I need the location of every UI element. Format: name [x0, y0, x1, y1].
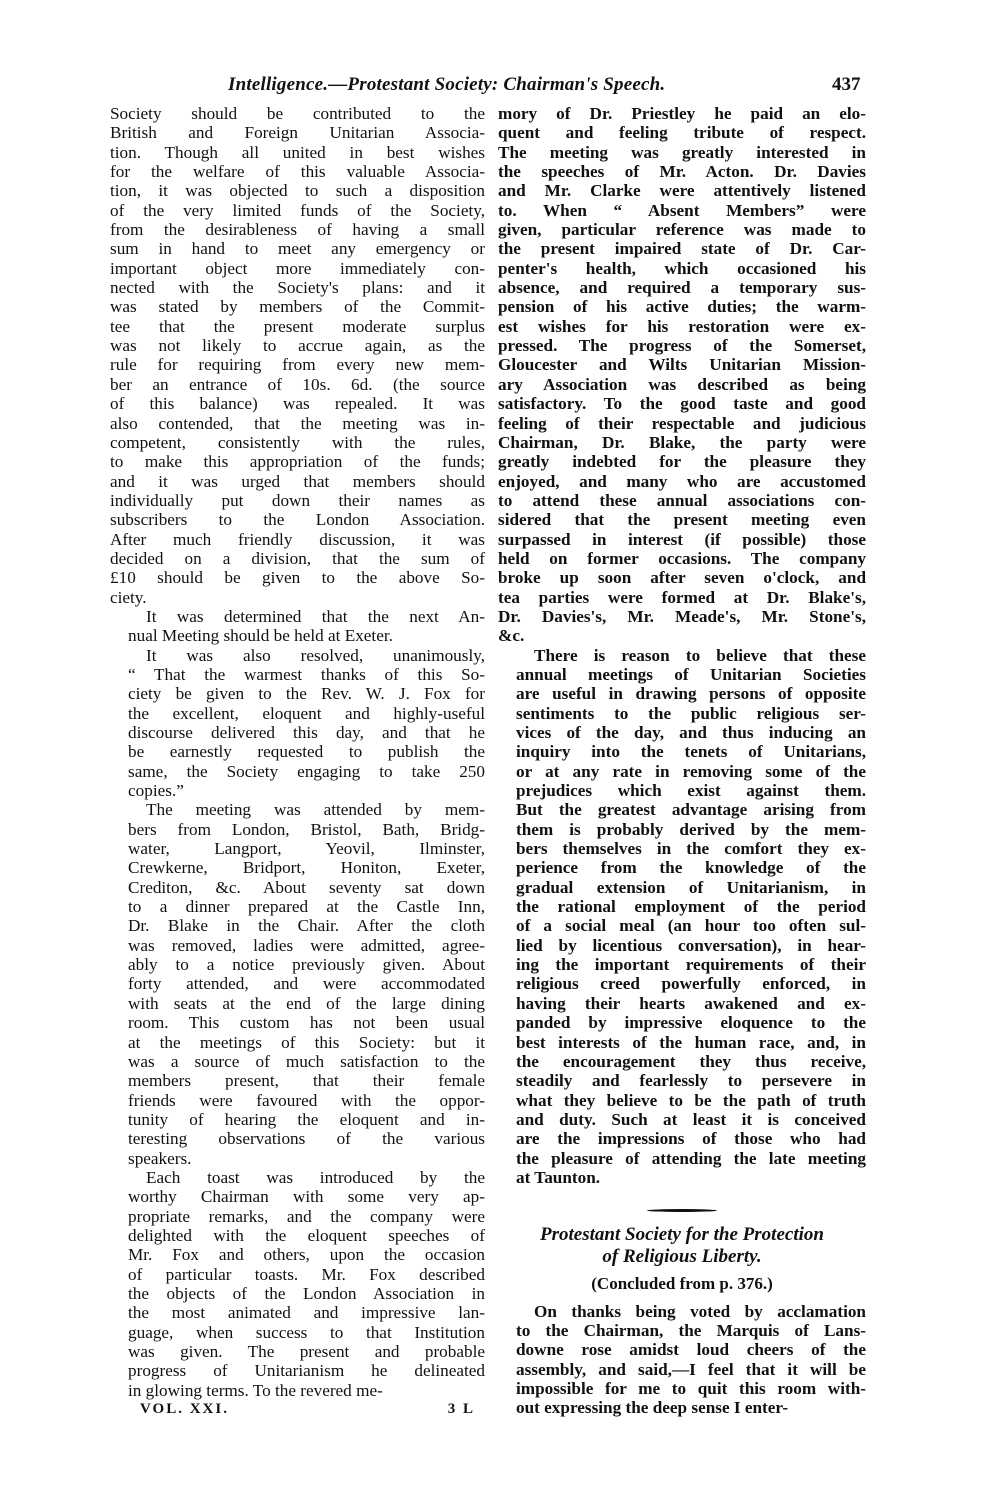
paragraph	[110, 104, 485, 607]
text-line: mory of Dr. Priestley he paid an elo-	[498, 104, 866, 123]
text-line: the speeches of Mr. Acton. Dr. Davies	[498, 162, 866, 182]
text-line: Gloucester and Wilts Unitarian Mission-	[498, 355, 866, 375]
text-line: of a social meal (an hour too often sul-	[516, 916, 866, 936]
text-line: greatly indebted for the pleasure they	[498, 452, 866, 472]
text-line: After much friendly discussion, it was	[110, 529, 485, 549]
text-line: vices of the day, and thus inducing an	[516, 723, 866, 742]
text-line: and it was urged that members should	[110, 471, 485, 491]
text-line: ing the important requirements of their	[516, 955, 866, 975]
text-line: water, Langport, Yeovil, Ilminster,	[128, 839, 485, 859]
text-line: are the impressions of those who had	[516, 1129, 866, 1149]
text-line: forty attended, and were accommodated	[128, 974, 485, 994]
text-line: broke up soon after seven o'clock, and	[498, 568, 866, 588]
paragraph	[110, 646, 485, 801]
text-line: tea parties were formed at Dr. Blake's,	[498, 587, 866, 607]
text-line: or at any rate in removing some of the	[516, 761, 866, 781]
text-line: delighted with the eloquent speeches of	[128, 1225, 485, 1245]
text-line: the encouragement they thus receive,	[516, 1051, 866, 1071]
text-line: impossible for me to quit this room with-	[516, 1378, 866, 1398]
text-line: important object more immediately con-	[110, 258, 485, 278]
text-line: room. This custom has not been usual	[128, 1013, 485, 1033]
text-line: to the Chairman, the Marquis of Lans-	[516, 1320, 866, 1340]
section-title	[498, 1224, 866, 1268]
text-line: of particular toasts. Mr. Fox described	[128, 1264, 485, 1284]
text-line: to. When “ Absent Members” were	[498, 200, 866, 220]
text-line: The meeting was greatly interested in	[498, 142, 866, 162]
text-line: On thanks being voted by acclamation	[534, 1301, 866, 1321]
text-line: guage, when success to that Institution	[128, 1322, 485, 1342]
text-line: out expressing the deep sense I enter-	[516, 1398, 789, 1418]
left-column	[110, 104, 485, 1419]
text-line: from the desirableness of having a small	[110, 220, 485, 240]
text-line: at the meetings of this Society: but it	[128, 1032, 485, 1052]
text-line: what they believe to be the path of truth	[516, 1090, 866, 1110]
text-line: was not likely to accrue again, as the	[110, 336, 485, 356]
text-line: are useful in drawing persons of opposite	[516, 684, 866, 704]
text-line: propriate remarks, and the company were	[128, 1206, 485, 1226]
text-line: ary Association was described as being	[498, 374, 866, 394]
text-line: ably to a notice previously given. About	[128, 955, 485, 975]
text-line: tee that the present moderate surplus	[110, 316, 485, 336]
text-line: same, the Society engaging to take 250	[128, 761, 485, 781]
text-line: best interests of the human race, and, in	[516, 1032, 866, 1052]
text-line: in glowing terms. To the revered me-	[128, 1380, 383, 1400]
text-line: speakers.	[128, 1148, 192, 1168]
text-line: annual meetings of Unitarian Societies	[516, 664, 866, 684]
text-line: steadily and fearlessly to persevere in	[516, 1071, 866, 1091]
text-line: was a source of much satisfaction to the	[128, 1051, 485, 1071]
text-line: friends were favoured with the oppor-	[128, 1090, 485, 1110]
text-line: religious creed powerfully enforced, in	[516, 974, 866, 994]
text-line: also contended, that the meeting was in-	[110, 413, 485, 433]
text-line: the rational employment of the period	[516, 897, 866, 917]
text-line: ciety.	[110, 587, 147, 607]
text-line: Crewkerne, Bridport, Honiton, Exeter,	[128, 858, 485, 878]
paragraph	[110, 607, 485, 646]
section-title-line: of Religious Liberty.	[602, 1246, 762, 1268]
text-line: satisfactory. To the good taste and good	[498, 394, 866, 414]
text-line: worthy Chairman with some very ap-	[128, 1187, 485, 1207]
text-line: and Mr. Clarke were attentively listened	[498, 181, 866, 201]
text-line: Chairman, Dr. Blake, the party were	[498, 432, 866, 452]
text-line: nected with the Society's plans: and it	[110, 278, 485, 298]
text-line: panded by impressive eloquence to the	[516, 1013, 866, 1033]
text-line: The meeting was attended by mem-	[146, 800, 485, 820]
text-line: the excellent, eloquent and highly-useful	[128, 703, 485, 723]
text-line: “ That the warmest thanks of this So-	[128, 664, 485, 684]
text-line: decided on a division, that the sum of	[110, 548, 485, 568]
text-line: at Taunton.	[516, 1167, 601, 1187]
text-line: bers from London, Bristol, Bath, Bridg-	[128, 819, 485, 839]
text-line: held on former occasions. The company	[498, 548, 866, 568]
text-line: for the welfare of this valuable Associa-	[110, 162, 485, 182]
text-line: perience from the knowledge of the	[516, 858, 866, 878]
text-line: absence, and required a temporary sus-	[498, 278, 866, 298]
text-line: tion. Though all united in best wishes	[110, 142, 485, 162]
text-line: the present impaired state of Dr. Car-	[498, 239, 866, 259]
text-line: copies.”	[128, 781, 184, 801]
text-line: of this balance) was repealed. It was	[110, 394, 485, 414]
text-line: given, particular reference was made to	[498, 220, 866, 240]
text-line: was given. The present and probable	[128, 1342, 485, 1361]
text-line: subscribers to the London Association.	[110, 510, 485, 530]
text-line: to attend these annual associations con-	[498, 490, 866, 510]
text-line: rule for requiring from every new mem-	[110, 355, 485, 375]
text-line: bers themselves in the comfort they ex-	[516, 839, 866, 859]
text-line: sum in hand to meet any emergency or	[110, 239, 485, 259]
text-line: £10 should be given to the above So-	[110, 568, 485, 588]
text-line: British and Foreign Unitarian Associa-	[110, 123, 485, 143]
text-line: enjoyed, and many who are accustomed	[498, 471, 866, 491]
text-line: the pleasure of attending the late meeting	[516, 1148, 866, 1168]
text-line: Society should be contributed to the	[110, 104, 485, 123]
text-line: lied by licentious conversation), in hear-	[516, 935, 866, 955]
text-line: individually put down their names as	[110, 490, 485, 510]
text-line: quent and feeling tribute of respect.	[498, 123, 866, 143]
text-line: penter's health, which occasioned his	[498, 258, 866, 278]
section-divider-ornament	[647, 1209, 717, 1212]
text-line: Mr. Fox and others, upon the occasion	[128, 1245, 485, 1265]
text-line: Dr. Blake in the Chair. After the cloth	[128, 916, 485, 936]
text-line: Crediton, &c. About seventy sat down	[128, 877, 485, 897]
section-title-line: Protestant Society for the Protection	[540, 1224, 824, 1246]
text-line: competent, consistently with the rules,	[110, 432, 485, 452]
text-line: to a dinner prepared at the Castle Inn,	[128, 897, 485, 917]
text-line: them is probably derived by the mem-	[516, 819, 866, 839]
text-line: surpassed in interest (if possible) those	[498, 529, 866, 549]
text-line: est wishes for his restoration were ex-	[498, 316, 866, 336]
section-subtitle: (Concluded from p. 376.)	[591, 1274, 773, 1294]
text-line: of the very limited funds of the Society,	[110, 200, 485, 220]
running-head: Intelligence.—Protestant Society: Chairman's Speech.	[228, 74, 666, 95]
text-line: Each toast was introduced by the	[146, 1167, 485, 1187]
text-line: discourse delivered this day, and that he	[128, 723, 485, 742]
text-line: with seats at the end of the large dining	[128, 993, 485, 1013]
volume-signature: VOL. XXI.	[140, 1401, 229, 1418]
page-number: 437	[832, 74, 861, 95]
text-line: the most animated and impressive lan-	[128, 1303, 485, 1323]
text-line: downe rose amidst loud cheers of the	[516, 1340, 866, 1360]
text-line: It was determined that the next An-	[146, 606, 485, 626]
text-line: sidered that the present meeting even	[498, 510, 866, 530]
text-line: teresting observations of the various	[128, 1129, 485, 1149]
gathering-signature: 3 L	[447, 1401, 475, 1418]
text-line: inquiry into the tenets of Unitarians,	[516, 742, 866, 762]
text-line: &c.	[498, 626, 525, 646]
paragraph	[498, 104, 866, 646]
right-column	[498, 104, 866, 1418]
text-line: be earnestly requested to publish the	[128, 742, 485, 762]
text-line: and duty. Such at least it is conceived	[516, 1109, 866, 1129]
text-line: ciety be given to the Rev. W. J. Fox for	[128, 684, 485, 704]
text-line: was removed, ladies were admitted, agree-	[128, 935, 485, 955]
text-line: gradual extension of Unitarianism, in	[516, 877, 866, 897]
text-line: assembly, and said,—I feel that it will be	[516, 1359, 866, 1379]
text-line: nual Meeting should be held at Exeter.	[128, 626, 393, 646]
text-line: pension of his active duties; the warm-	[498, 297, 866, 317]
text-line: ber an entrance of 10s. 6d. (the source	[110, 374, 485, 394]
text-line: But the greatest advantage arising from	[516, 800, 866, 820]
text-line: It was also resolved, unanimously,	[146, 645, 485, 665]
paragraph	[498, 646, 866, 1188]
text-line: prejudices which exist against them.	[516, 781, 866, 801]
paragraph	[110, 1168, 485, 1400]
signature-line	[140, 1400, 475, 1419]
text-line: was stated by members of the Commit-	[110, 297, 485, 317]
paragraph	[110, 800, 485, 1168]
text-line: having their hearts awakened and ex-	[516, 993, 866, 1013]
text-line: sentiments to the public religious ser-	[516, 703, 866, 723]
text-line: Dr. Davies's, Mr. Meade's, Mr. Stone's,	[498, 606, 866, 626]
text-line: tunity of hearing the eloquent and in-	[128, 1109, 485, 1129]
paragraph	[498, 1302, 866, 1418]
text-line: feeling of their respectable and judicious	[498, 413, 866, 433]
text-line: progress of Unitarianism he delineated	[128, 1361, 485, 1381]
text-line: pressed. The progress of the Somerset,	[498, 336, 866, 356]
text-line: the objects of the London Association in	[128, 1283, 485, 1303]
text-line: members present, that their female	[128, 1071, 485, 1091]
text-line: tion, it was objected to such a disposition	[110, 181, 485, 201]
text-line: There is reason to believe that these	[534, 645, 866, 665]
text-line: to make this appropriation of the funds;	[110, 452, 485, 472]
